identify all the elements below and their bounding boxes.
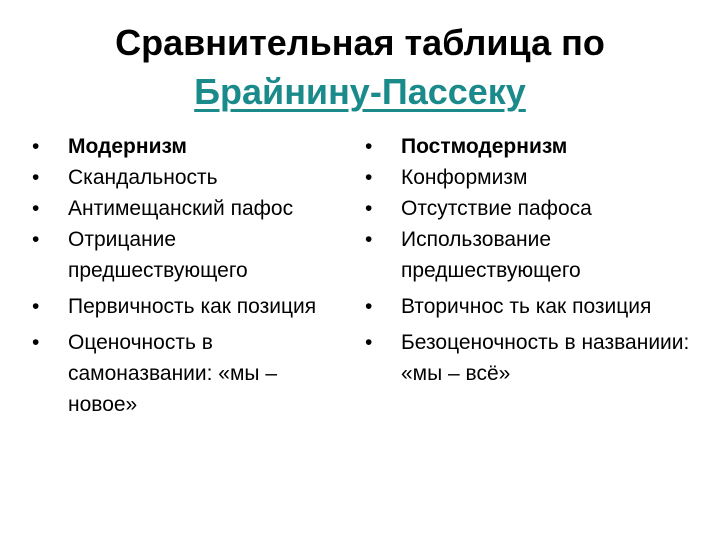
list-item: • Скандальность <box>32 162 332 193</box>
bullet-icon: • <box>32 166 40 189</box>
slide-title <box>0 18 720 116</box>
bullet-icon: • <box>365 166 373 189</box>
title-line-1: Сравнительная таблица по <box>115 22 605 63</box>
bullet-icon: • <box>32 331 40 354</box>
bullet-icon: • <box>365 197 373 220</box>
bullet-icon: • <box>32 135 40 158</box>
list-item: • Отсутствие пафоса <box>365 193 705 224</box>
list-item: • Отрицание предшествующего <box>32 224 332 286</box>
list-heading-postmodernism: • Постмодернизм <box>365 131 705 162</box>
title-line-2-link[interactable]: Брайнину-Пассеку <box>194 71 526 112</box>
bullet-icon: • <box>32 197 40 220</box>
bullet-icon: • <box>365 228 373 251</box>
list-item: • Оценочность в самоназвании: «мы – новое» <box>32 327 332 420</box>
list-item: • Безоценочность в названиии: «мы – всё» <box>365 327 705 389</box>
list-item: • Антимещанский пафос <box>32 193 332 224</box>
bullet-icon: • <box>365 295 373 318</box>
postmodernism-list <box>365 131 705 389</box>
bullet-icon: • <box>32 228 40 251</box>
list-item: • Первичность как позиция <box>32 291 332 322</box>
bullet-icon: • <box>365 135 373 158</box>
bullet-icon: • <box>32 295 40 318</box>
list-item: • Вторичнос ть как позиция <box>365 291 705 322</box>
list-item: • Использование предшествующего <box>365 224 705 286</box>
modernism-list <box>32 131 332 420</box>
list-item: • Конформизм <box>365 162 705 193</box>
list-heading-modernism: • Модернизм <box>32 131 332 162</box>
bullet-icon: • <box>365 331 373 354</box>
